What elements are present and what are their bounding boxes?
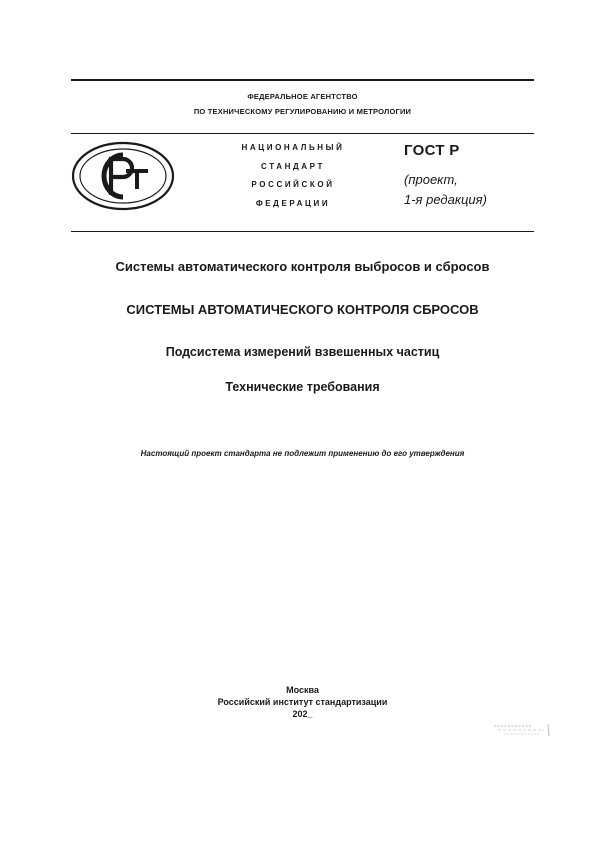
agency-name-line2: ПО ТЕХНИЧЕСКОМУ РЕГУЛИРОВАНИЮ И МЕТРОЛОГИИ bbox=[193, 107, 412, 116]
draft-status-line1: (проект, bbox=[404, 172, 458, 187]
series-title: Системы автоматического контроля выбросов и сбросов bbox=[115, 259, 490, 274]
main-title: СИСТЕМЫ АВТОМАТИЧЕСКОГО КОНТРОЛЯ СБРОСОВ bbox=[126, 302, 479, 317]
title-divider bbox=[71, 231, 534, 232]
imprint-year: 202_ bbox=[292, 709, 313, 719]
russian-label: РОССИЙСКОЙ bbox=[251, 180, 335, 189]
faint-stamp-mark-icon bbox=[492, 722, 554, 738]
part-title: Технические требования bbox=[225, 380, 380, 394]
draft-notice: Настоящий проект стандарта не подлежит применению до его утверждения bbox=[140, 449, 465, 458]
standard-code: ГОСТ Р bbox=[404, 142, 460, 159]
top-divider bbox=[71, 79, 534, 81]
agency-name-line1: ФЕДЕРАЛЬНОЕ АГЕНТСТВО bbox=[247, 92, 358, 101]
imprint-city: Москва bbox=[286, 685, 319, 695]
federation-label: ФЕДЕРАЦИИ bbox=[255, 199, 331, 208]
subsystem-title: Подсистема измерений взвешенных частиц bbox=[165, 345, 440, 359]
rst-logo-icon bbox=[71, 141, 175, 211]
national-label: НАЦИОНАЛЬНЫЙ bbox=[241, 143, 345, 152]
draft-status-line2: 1-я редакция) bbox=[404, 192, 487, 207]
standard-label: СТАНДАРТ bbox=[261, 162, 325, 171]
header-divider bbox=[71, 133, 534, 134]
imprint-publisher: Российский институт стандартизации bbox=[217, 697, 388, 707]
